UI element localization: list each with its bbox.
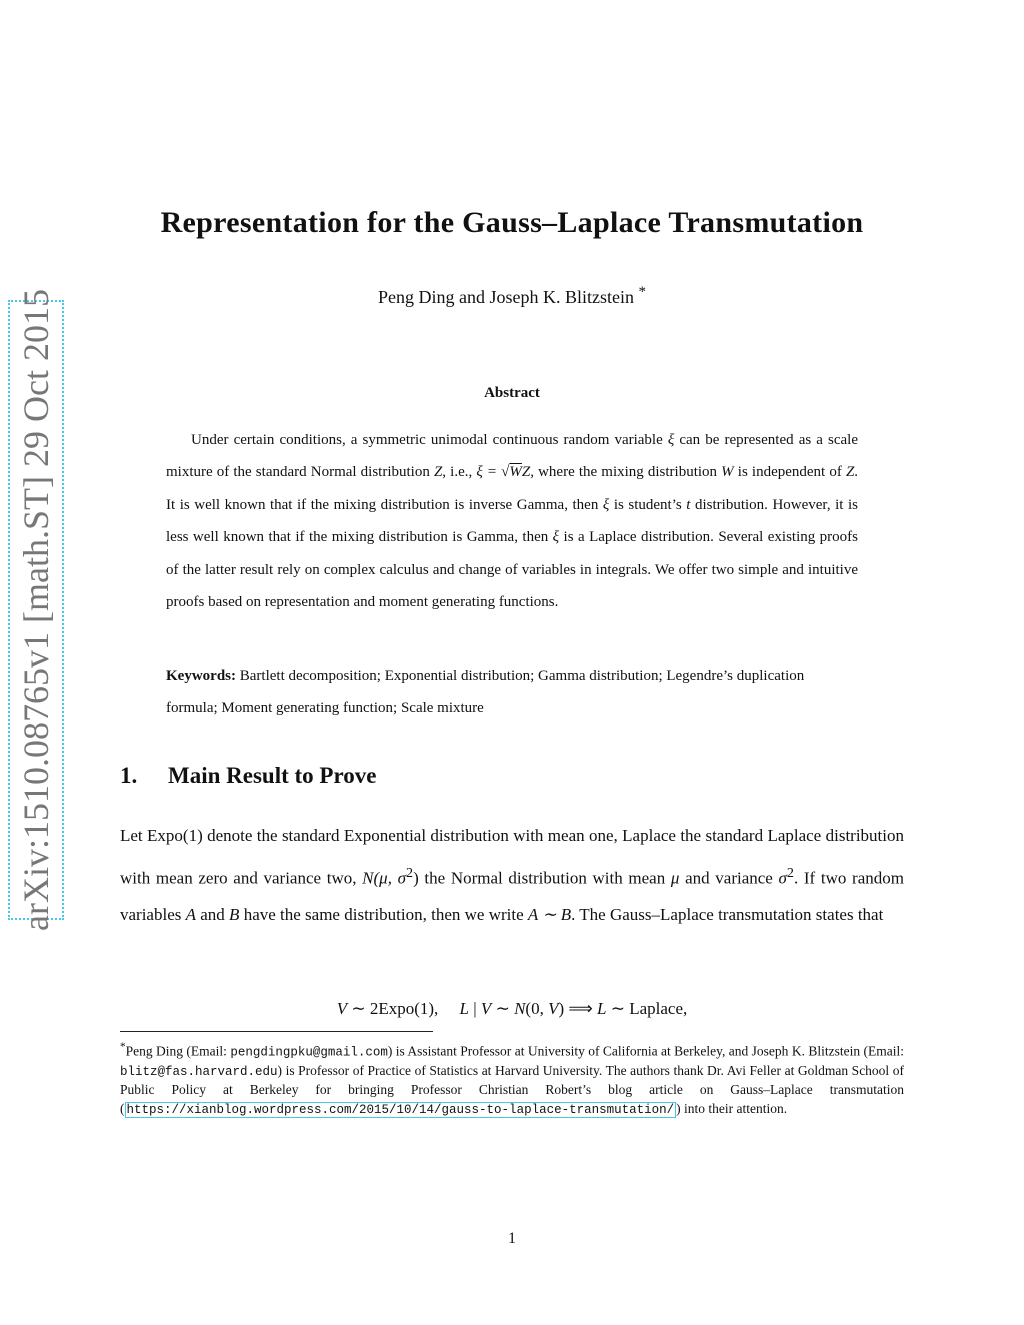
abstract-heading: Abstract <box>484 385 540 401</box>
body-text <box>120 818 904 934</box>
blog-url-link[interactable]: https://xianblog.wordpress.com/2015/10/14/gauss-to-laplace-transmutation/ <box>126 1102 675 1117</box>
arxiv-stamp-text: arXiv:1510.08765v1 [math.ST] 29 Oct 2015 <box>16 289 56 931</box>
page-number: 1 <box>508 1230 516 1247</box>
author-names: Peng Ding and Joseph K. Blitzstein <box>378 287 634 307</box>
section-number: 1. <box>120 763 138 788</box>
display-equation: V ∼ 2Expo(1), L | V ∼ N(0, V) ⟹ L ∼ Laplace, <box>336 999 688 1018</box>
body-paragraph: Let Expo(1) denote the standard Exponential distribution with mean one, Laplace the standard Laplace distribution with mean zero and variance two, N(μ, $\sigma^2$) the Normal distribution with mean μ and variance $\sigma^2$. If two random variables A and B have the same distribution, then we write A ∼ B. The Gauss–Laplace transmutation states that <box>120 826 904 925</box>
authors <box>0 284 1024 308</box>
footnote-mark: * <box>120 1041 126 1053</box>
section-heading <box>120 763 376 789</box>
footnote-rule <box>120 1031 433 1032</box>
keywords <box>166 660 858 725</box>
section-title: Main Result to Prove <box>168 763 377 788</box>
abstract-body <box>166 424 858 618</box>
keywords-label: Keywords: <box>166 668 236 684</box>
keywords-text: Bartlett decomposition; Exponential distribution; Gamma distribution; Legendre’s duplication formula; Moment generating function; Scale mixture <box>166 668 805 717</box>
footnote: *Peng Ding (Email: pengdingpku@gmail.com) is Assistant Professor at University of California at Berkeley, and Joseph K. Blitzstein (Email: blitz@fas.harvard.edu) is Professor of Practice of Statistics at Harvard University. The authors thank Dr. Avi Feller at Goldman School of Public Policy at Berkeley for bringing Professor Christian Robert’s blog article on Gauss–Laplace transmutation ( https://xianblog.wordpress.com/2015/10/14/gauss-to-laplace-transmutation/ ) into their attention. <box>120 1041 904 1117</box>
email-link-blitzstein[interactable]: blitz@fas.harvard.edu <box>120 1064 278 1079</box>
paper-title: Representation for the Gauss–Laplace Transmutation <box>160 206 864 239</box>
email-link-ding[interactable]: pengdingpku@gmail.com <box>230 1045 388 1060</box>
author-footnote-mark[interactable]: * <box>638 284 646 300</box>
abstract-paragraph: Under certain conditions, a symmetric unimodal continuous random variable ξ can be represented as a scale mixture of the standard Normal distribution Z, i.e., ξ = √WZ, where the mixing distribution W is independent of Z. It is well known that if the mixing distribution is inverse Gamma, then ξ is student’s t distribution. However, it is less well known that if the mixing distribution is Gamma, then ξ is a Laplace distribution. Several existing proofs of the latter result rely on complex calculus and change of variables in integrals. We offer two simple and intuitive proofs based on representation and moment generating functions. <box>166 432 859 611</box>
